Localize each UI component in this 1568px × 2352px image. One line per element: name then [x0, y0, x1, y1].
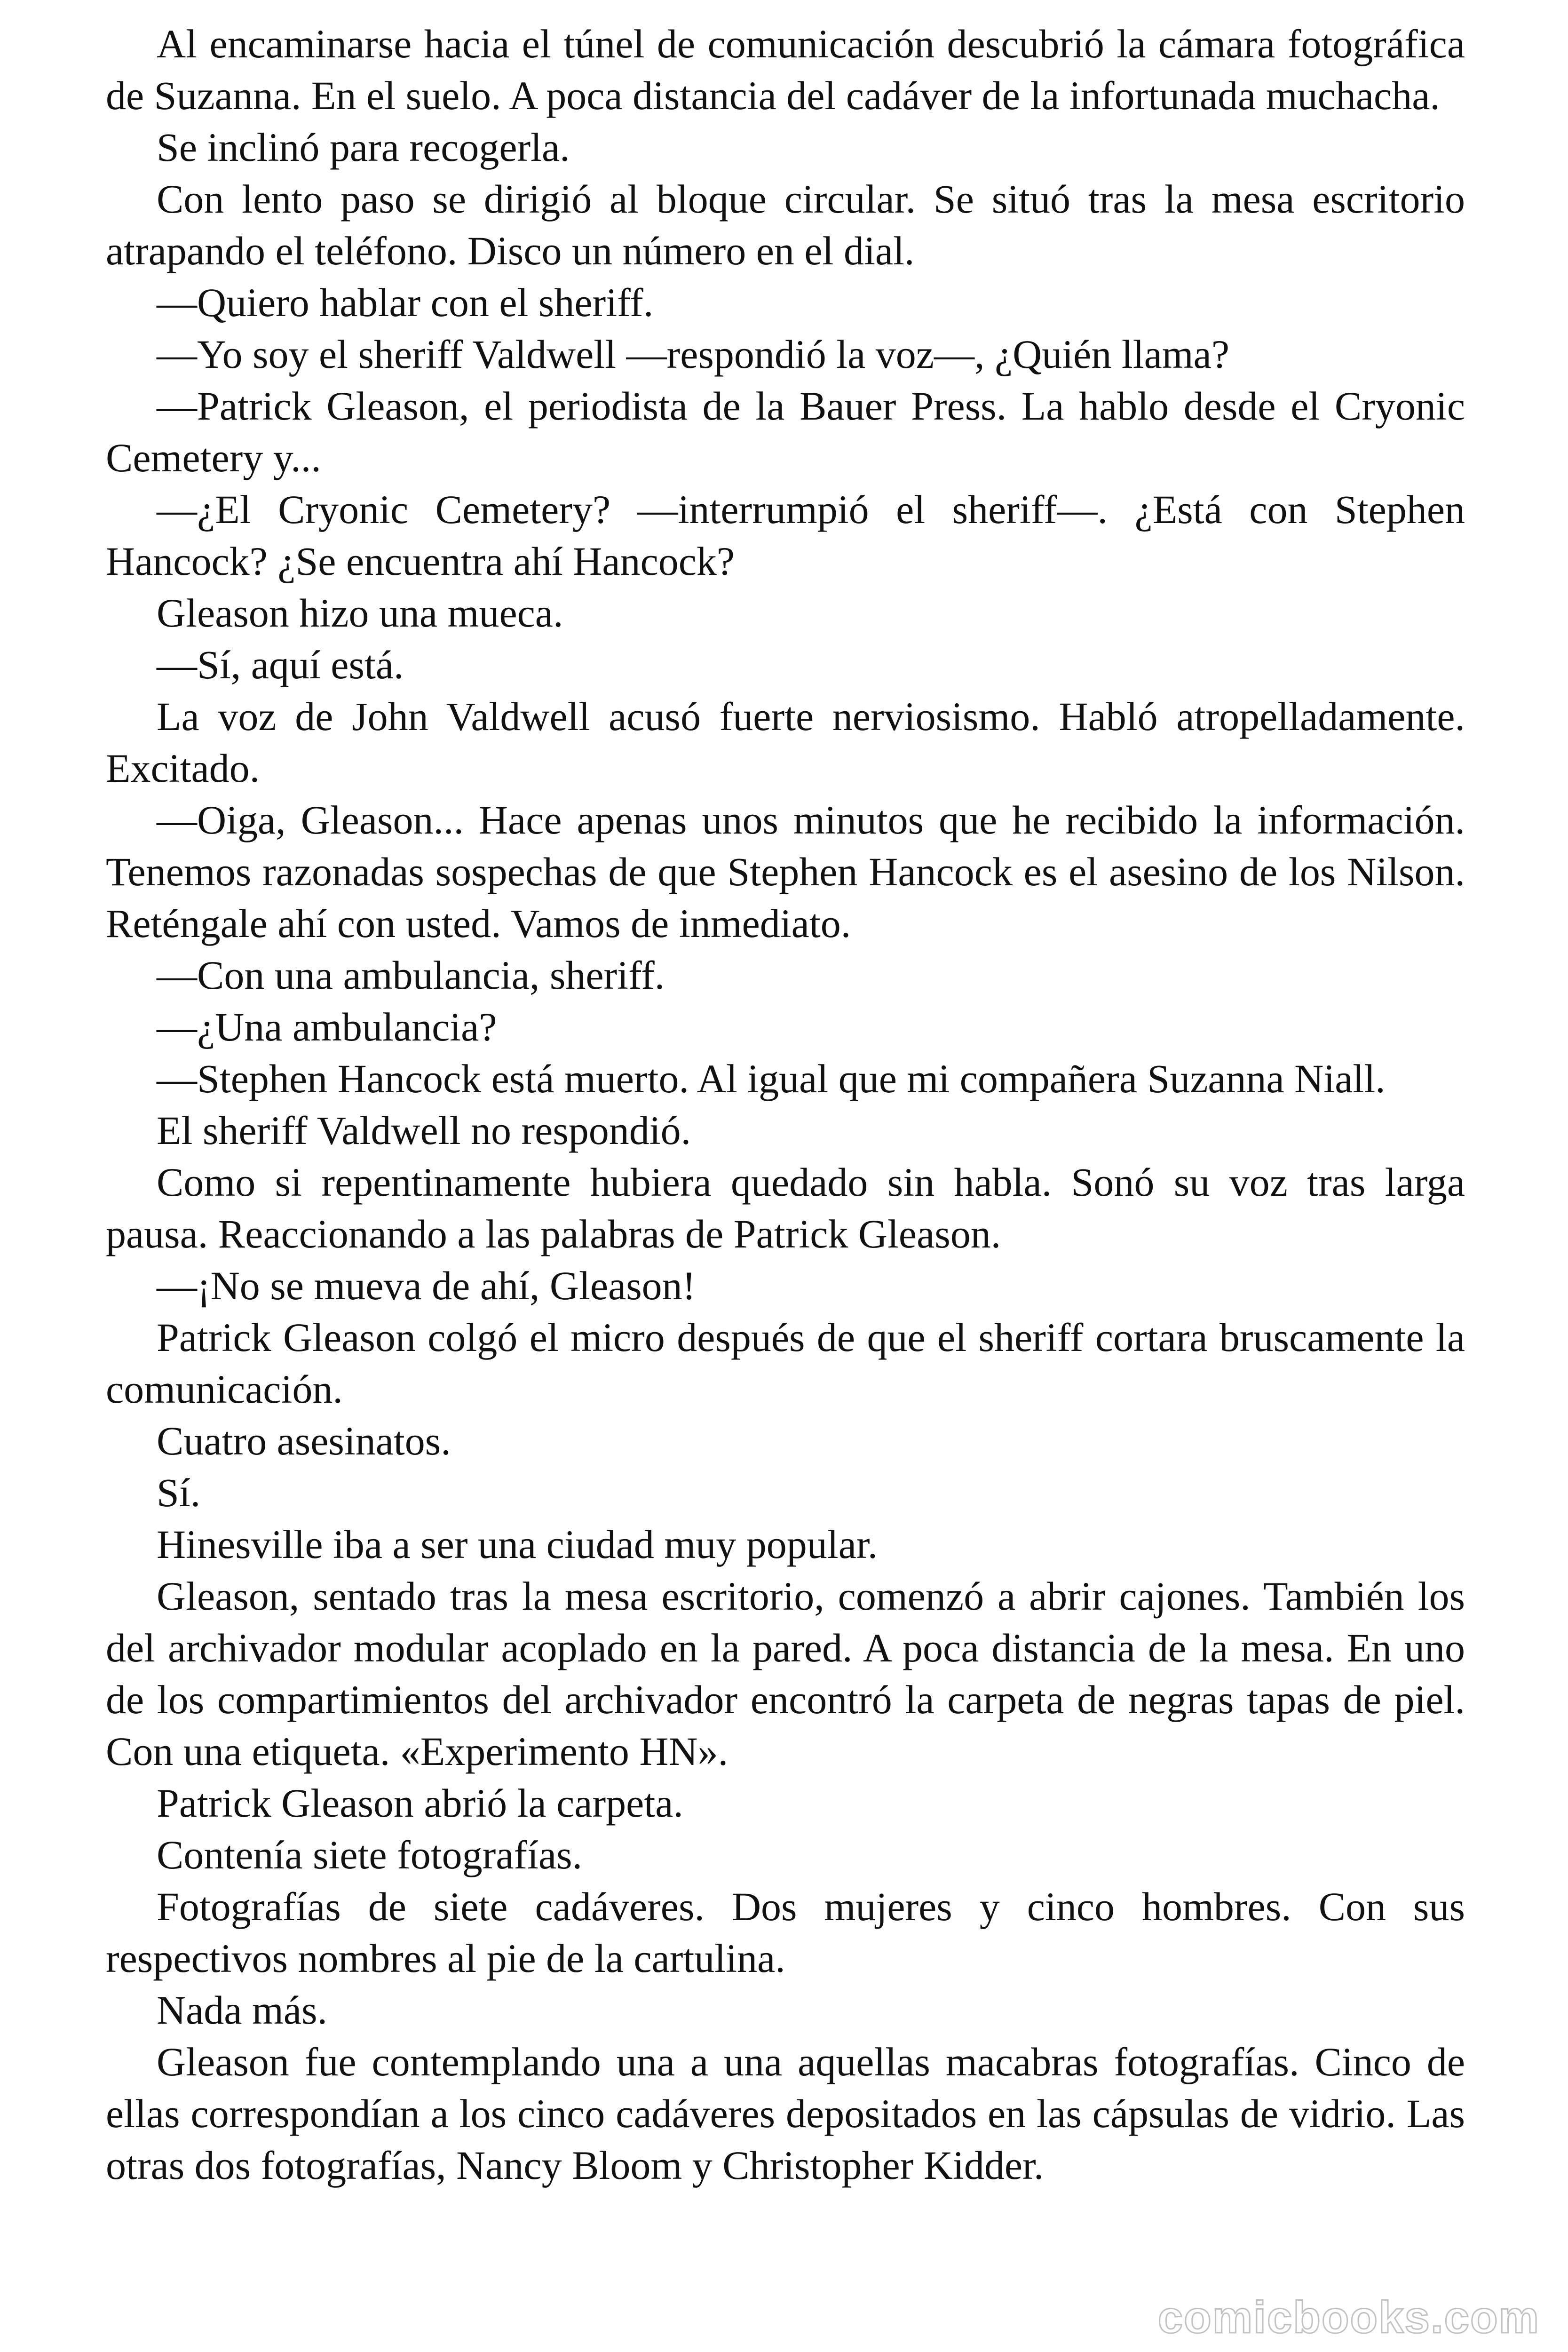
paragraph: —Stephen Hancock está muerto. Al igual que mi compañera Suzanna Niall.	[157, 1056, 1386, 1101]
paragraph: —Oiga, Gleason... Hace apenas unos minutos que he recibido la información. Tenemos razonadas sospechas de que Stephen Hancock es el asesino de los Nilson. Reténgale ahí con usted. Vamos de inmediato.	[106, 797, 1465, 946]
paragraph: Contenía siete fotografías.	[157, 1832, 583, 1877]
paragraph: Nada más.	[157, 1987, 327, 2033]
paragraph: El sheriff Valdwell no respondió.	[157, 1108, 691, 1153]
paragraph: Patrick Gleason abrió la carpeta.	[157, 1780, 683, 1826]
paragraph: —¿Una ambulancia?	[157, 1004, 497, 1049]
paragraph: Con lento paso se dirigió al bloque circular. Se situó tras la mesa escritorio atrapando el teléfono. Disco un número en el dial.	[106, 176, 1465, 273]
paragraph: Se inclinó para recogerla.	[157, 125, 570, 170]
paragraph: Hinesville iba a ser una ciudad muy popular.	[157, 1522, 878, 1567]
paragraph: La voz de John Valdwell acusó fuerte nerviosismo. Habló atropelladamente. Excitado.	[106, 694, 1465, 791]
paragraph: Fotografías de siete cadáveres. Dos mujeres y cinco hombres. Con sus respectivos nombres al pie de la cartulina.	[106, 1884, 1465, 1981]
paragraph: —Con una ambulancia, sheriff.	[157, 953, 665, 998]
paragraph: Gleason, sentado tras la mesa escritorio, comenzó a abrir cajones. También los del archivador modular acoplado en la pared. A poca distancia de la mesa. En uno de los compartimientos del archivador encontró la carpeta de negras tapas de piel. Con una etiqueta. «Experimento HN».	[106, 1573, 1465, 1774]
paragraph: —¡No se mueva de ahí, Gleason!	[157, 1263, 696, 1308]
paragraph: —Quiero hablar con el sheriff.	[157, 280, 654, 325]
paragraph: —Patrick Gleason, el periodista de la Bauer Press. La hablo desde el Cryonic Cemetery y...	[106, 383, 1465, 480]
paragraph: Patrick Gleason colgó el micro después de que el sheriff cortara bruscamente la comunicación.	[106, 1315, 1465, 1412]
paragraph: —Sí, aquí está.	[157, 642, 404, 687]
paragraph: Gleason fue contemplando una a una aquellas macabras fotografías. Cinco de ellas correspondían a los cinco cadáveres depositados en las cápsulas de vidrio. Las otras dos fotografías, Nancy Bloom y Christopher Kidder.	[106, 2039, 1465, 2188]
paragraph: Como si repentinamente hubiera quedado sin habla. Sonó su voz tras larga pausa. Reaccionando a las palabras de Patrick Gleason.	[106, 1160, 1465, 1256]
paragraph: Sí.	[157, 1470, 201, 1515]
watermark-logo: comicbooks.com	[1157, 2292, 1540, 2343]
book-page-text	[106, 18, 1465, 2191]
paragraph: Gleason hizo una mueca.	[157, 590, 563, 636]
paragraph: —¿El Cryonic Cemetery? —interrumpió el sheriff—. ¿Está con Stephen Hancock? ¿Se encuentra ahí Hancock?	[106, 487, 1465, 584]
paragraph: Al encaminarse hacia el túnel de comunicación descubrió la cámara fotográfica de Suzanna. En el suelo. A poca distancia del cadáver de la infortunada muchacha.	[106, 21, 1465, 118]
paragraph: —Yo soy el sheriff Valdwell —respondió la voz—, ¿Quién llama?	[157, 332, 1230, 377]
paragraph: Cuatro asesinatos.	[157, 1418, 451, 1463]
